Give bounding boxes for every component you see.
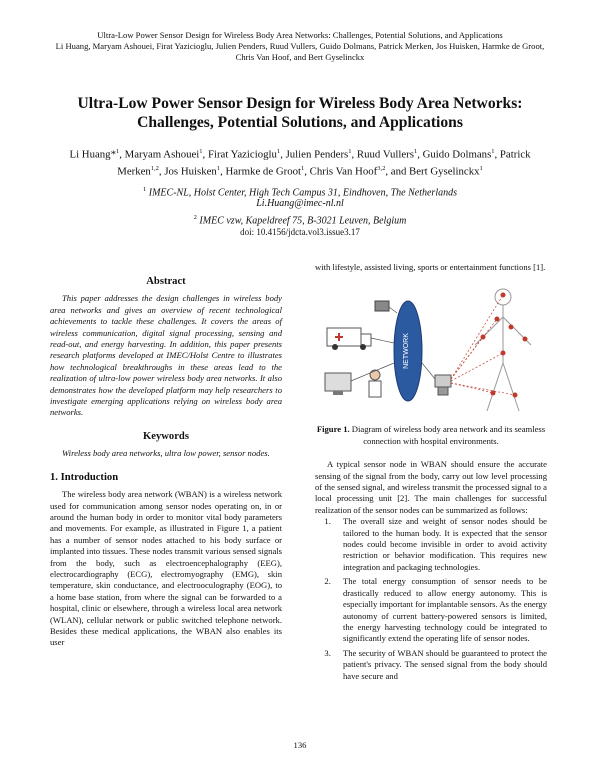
affil-number: 2: [193, 214, 197, 221]
doi: doi: 10.4156/jdcta.vol3.issue3.17: [240, 227, 360, 237]
affil-marker: 1,2: [150, 164, 159, 172]
sensor-paragraph: A typical sensor node in WBAN should ensure the accurate sensing of the signal from the body, carry out low level processing of the sensed signal, and wireless transmit the processed signal to a local processing unit [2]. The main challenges for successful realization of the sensor nodes can be summarized as follows:: [315, 459, 547, 515]
keywords-heading: Keywords: [143, 430, 189, 442]
author: Li Huang*: [69, 148, 116, 161]
affil-marker: 1: [276, 148, 281, 155]
list-item: 2. The total energy consumption of sensor needs to be drastically reduced to allow energy autonomy. This is especially important for implantable sensors. As the energy autonomy of current battery-powered sensors is limited, the energy harvesting technology could be integrated to significantly extend the operating life of sensor nodes.: [333, 576, 547, 644]
figure-caption-label: Figure 1.: [316, 424, 350, 435]
wireless-links: [451, 295, 515, 395]
affiliation-2: [60, 212, 540, 228]
affil-marker: 1: [413, 148, 418, 155]
network-label: NETWORK: [403, 333, 410, 370]
contact-email[interactable]: [60, 198, 540, 211]
paper-title: Ultra-Low Power Sensor Design for Wireless Body Area Networks: Challenges, Potential Solutions, and Applications: [77, 95, 523, 131]
author: , Harmke de Groot: [220, 165, 302, 178]
phone-icon: [375, 301, 389, 311]
affil-text: IMEC vzw, Kapeldreef 75, B-3021 Leuven, Belgium: [196, 215, 407, 227]
affil-marker: 1: [199, 148, 203, 155]
intro-text: The wireless body area network (WBAN) is a wireless network used for communication among sensor nodes operating on, in or around the human body in order to monitor vital body parameters and movements. For example, as illustrated in Figure 1, a patient has a number of sensor nodes attached to his body surface or implanted into tissues. These nodes transmit various sensed signals from the body, such as electroencephalography (EEG), electrocardiography (ECG), electromyography (EMG), skin temperature, skin conductance, and electrooculography (EOG), to a home base station, from where the signal can be forwarded to a hospital, clinic or elsewhere, through a wireless local area network (WLAN), cellular network or public switched telephone network. Besides these medical applications, the WBAN also enables its user: [50, 489, 282, 648]
author: , Guido Dolmans: [417, 148, 492, 161]
figure-1: [315, 283, 547, 418]
affil-text: IMEC-NL, Holst Center, High Tech Campus 31, Eindhoven, The Netherlands: [146, 187, 457, 199]
affil-marker: 1: [491, 148, 495, 155]
sensor-nodes: [481, 293, 528, 398]
left-column: [50, 276, 282, 649]
running-header-authors: Li Huang, Maryam Ashouei, Firat Yazicioglu, Julien Penders, Ruud Vullers, Guido Dolmans, Patrick Merken, Jos Huisken, Harmke de Groot, Chris Van Hoof, and Bert Gyselinckx: [55, 41, 545, 62]
abstract-text: This paper addresses the design challenges in wireless body area networks and gives an overview of recent technological achievements to tackle these challenges. It covers the areas of wireless communication, digital signal processing, sensing and read-out, and energy harvesting. In addition, this paper presents research platforms developed at IMEC/Holst Centre to illustrates how technological breakthroughs in these areas lead to the realization of ultra-low power wireless body area networks. It also demonstrates how the developed platform may help researchers to investigate emerging applications relying on wireless body area networks.: [50, 293, 282, 418]
running-header: [50, 30, 550, 63]
email-link[interactable]: Li.Huang@imec-nl.nl: [256, 198, 344, 209]
figure-caption-text: Diagram of wireless body area network and its seamless connection with hospital environments.: [349, 424, 546, 446]
keywords-text: Wireless body area networks, ultra low power, sensor nodes.: [62, 448, 270, 459]
abstract-heading: Abstract: [146, 276, 186, 287]
author: , Julien Penders: [280, 148, 349, 161]
author: , Patrick Merken: [117, 148, 531, 178]
page-number: 136: [293, 740, 307, 750]
affil-marker: 1: [301, 164, 305, 172]
affil-number: 1: [143, 186, 147, 193]
intro-heading: 1. Introduction: [50, 471, 119, 483]
author: , Chris Van Hoof: [304, 165, 378, 178]
challenges-list: [315, 516, 547, 682]
doctor-icon: [369, 370, 381, 397]
list-item: 3. The security of WBAN should be guaranteed to protect the patient's privacy. The sensed signal from the body should have secure and: [333, 648, 547, 682]
author: , and Bert Gyselinckx: [385, 165, 480, 178]
ambulance-icon: [327, 328, 371, 350]
computer-icon: [325, 373, 351, 395]
author: , Jos Huisken: [158, 165, 217, 178]
affil-marker: 1: [348, 148, 352, 155]
affil-marker: 1: [479, 164, 483, 172]
continued-text: with lifestyle, assisted living, sports or entertainment functions [1].: [315, 262, 546, 272]
list-item: 1. The overall size and weight of sensor nodes should be tailored to the human body. It is expected that the sensor nodes could become invisible in order to avoid activity restriction or behavior modification. This requires new integration and packaging technologies.: [333, 516, 547, 573]
author-list: [60, 145, 540, 178]
author: , Firat Yazicioglu: [202, 148, 277, 161]
right-column: [315, 262, 547, 685]
affil-marker: 1: [216, 164, 221, 172]
author: , Maryam Ashouei: [119, 148, 200, 161]
author: , Ruud Vullers: [351, 148, 414, 161]
base-station-icon: [435, 375, 451, 395]
wban-diagram: [315, 283, 547, 418]
affil-marker: 1: [115, 148, 120, 155]
running-header-title: Ultra-Low Power Sensor Design for Wireless Body Area Networks: Challenges, Potential Solutions, and Applications: [97, 30, 503, 40]
affil-marker: 3,2: [377, 164, 386, 172]
figure-caption: [315, 424, 547, 447]
